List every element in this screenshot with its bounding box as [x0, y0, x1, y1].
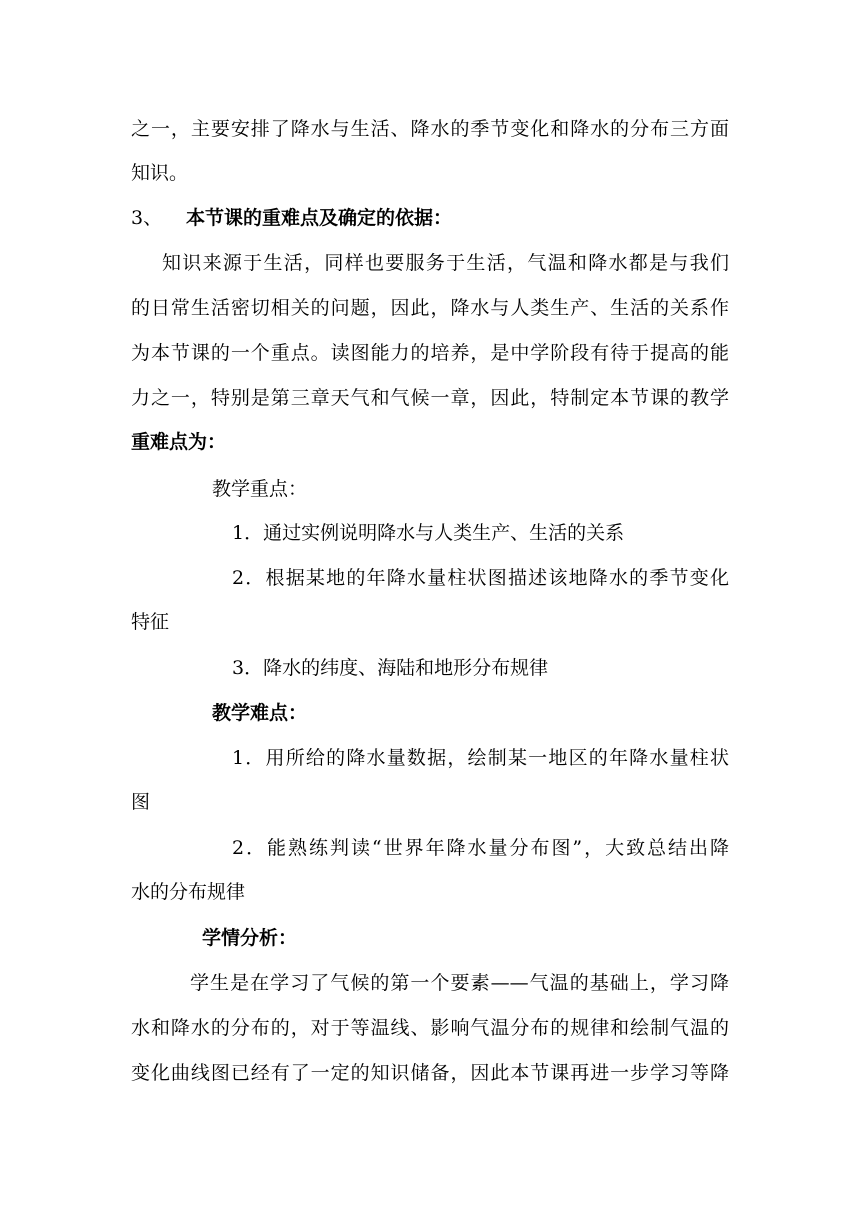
difficult-points-label: 教学难点：	[212, 702, 308, 724]
basis-line-1: 知识来源于生活，同样也要服务于生活，气温和降水都是与我们	[162, 252, 729, 274]
key-points-label: 教学重点：	[212, 478, 308, 500]
key-point-1: 1．通过实例说明降水与人类生产、生活的关系	[232, 522, 625, 544]
difficult-point-1-line-1: 1．用所给的降水量数据，绘制某一地区的年降水量柱状	[232, 747, 729, 769]
basis-line-2: 的日常生活密切相关的问题，因此，降水与人类生产、生活的关系作	[131, 297, 729, 319]
key-point-2-line-2: 特征	[131, 611, 170, 633]
section-number: 3、	[131, 207, 163, 229]
intro-line-2: 知识。	[131, 162, 189, 184]
key-point-2-line-1: 2．根据某地的年降水量柱状图描述该地降水的季节变化	[232, 567, 729, 589]
student-analysis-line-2: 水和降水的分布的，对于等温线、影响气温分布的规律和绘制气温的	[131, 1017, 729, 1039]
difficult-point-2-line-1: 2．能熟练判读“世界年降水量分布图”，大致总结出降	[232, 837, 729, 859]
difficult-point-2-line-2: 水的分布规律	[131, 881, 246, 903]
basis-line-3: 为本节课的一个重点。读图能力的培养，是中学阶段有待于提高的能	[131, 342, 729, 364]
basis-line-5: 重难点为：	[131, 431, 227, 453]
key-point-3: 3．降水的纬度、海陆和地形分布规律	[232, 657, 549, 679]
section-heading: 本节课的重难点及确定的依据：	[186, 207, 453, 229]
student-analysis-line-1: 学生是在学习了气候的第一个要素——气温的基础上，学习降	[190, 972, 729, 994]
basis-line-4: 力之一，特别是第三章天气和气候一章，因此，特制定本节课的教学	[131, 387, 729, 409]
difficult-point-1-line-2: 图	[131, 791, 151, 813]
student-analysis-heading: 学情分析：	[202, 927, 298, 949]
student-analysis-line-3: 变化曲线图已经有了一定的知识储备，因此本节课再进一步学习等降	[131, 1062, 729, 1084]
intro-line-1: 之一，主要安排了降水与生活、降水的季节变化和降水的分布三方面	[131, 118, 729, 140]
